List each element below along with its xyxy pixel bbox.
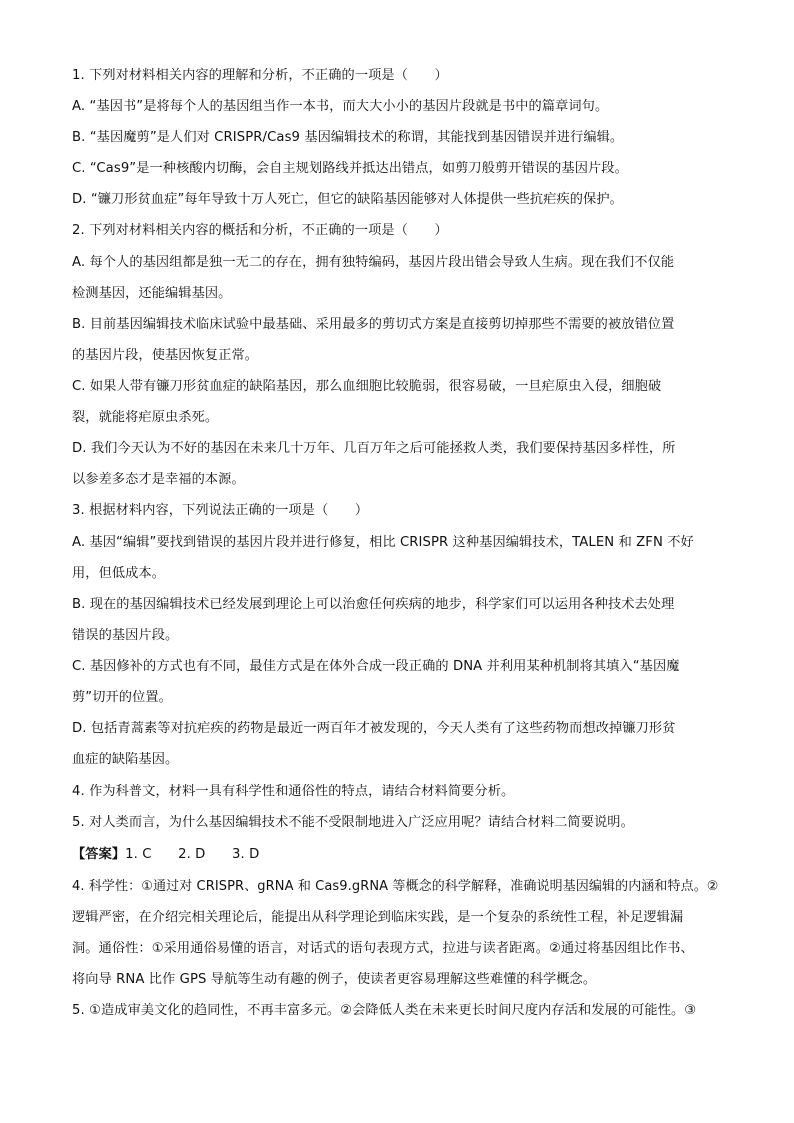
question-1-option-b: B. “基因魔剪”是人们对 CRISPR/Cas9 基因编辑技术的称谓，其能找到基因错误并进行编辑。 <box>72 130 624 145</box>
answer-4-line-1: 4. 科学性：①通过对 CRISPR、gRNA 和 Cas9.gRNA 等概念的科学解释，准确说明基因编辑的内涵和特点。② <box>72 879 719 894</box>
question-1-option-d: D. “镰刀形贫血症”每年导致十万人死亡，但它的缺陷基因能够对人体提供一些抗疟疾的保护。 <box>72 192 623 207</box>
question-2-option-d: D. 我们今天认为不好的基因在未来几十万年、几百万年之后可能拯救人类，我们要保持基因多样性，所 <box>72 441 676 456</box>
answer-4-line-4: 将向导 RNA 比作 GPS 导航等生动有趣的例子，使读者更容易理解这些难懂的科学概念。 <box>72 972 597 987</box>
answer-4-line-2: 逻辑严密，在介绍完相关理论后，能提出从科学理论到临床实践，是一个复杂的系统性工程，补足逻辑漏 <box>72 910 684 925</box>
question-4-stem: 4. 作为科普文，材料一具有科学性和通俗性的特点，请结合材料简要分析。 <box>72 784 515 799</box>
question-2-option-a: A. 每个人的基因组都是独一无二的存在，拥有独特编码，基因片段出错会导致人生病。现在我们不仅能 <box>72 255 675 270</box>
question-1-stem: 1. 下列对材料相关内容的理解和分析，不正确的一项是（ ） <box>72 68 448 83</box>
question-3-option-c: C. 基因修补的方式也有不同，最佳方式是在体外合成一段正确的 DNA 并利用某种机制将其填入“基因魔 <box>72 659 680 674</box>
question-1-option-c: C. “Cas9”是一种核酸内切酶，会自主规划路线并抵达出错点，如剪刀般剪开错误的基因片段。 <box>72 161 628 176</box>
question-2-stem: 2. 下列对材料相关内容的概括和分析，不正确的一项是（ ） <box>72 223 448 238</box>
question-3-stem: 3. 根据材料内容，下列说法正确的一项是（ ） <box>72 503 369 518</box>
question-2-option-a-cont: 检测基因，还能编辑基因。 <box>72 286 232 301</box>
answer-tag: 【答案】 <box>72 847 126 862</box>
question-1-option-a: A. “基因书”是将每个人的基因组当作一本书，而大大小小的基因片段就是书中的篇章词句。 <box>72 99 609 114</box>
question-3-option-d: D. 包括青蒿素等对抗疟疾的药物是最近一两百年才被发现的，今天人类有了这些药物而想改掉镰刀形贫 <box>72 721 676 736</box>
answer-5-line-1: 5. ①造成审美文化的趋同性，不再丰富多元。②会降低人类在未来更长时间尺度内存活和发展的可能性。③ <box>72 1003 697 1018</box>
question-2-option-c: C. 如果人带有镰刀形贫血症的缺陷基因，那么血细胞比较脆弱，很容易破，一旦疟原虫入侵，细胞破 <box>72 379 662 394</box>
answer-choices: 1. C 2. D 3. D <box>125 847 260 862</box>
question-3-option-a: A. 基因“编辑”要找到错误的基因片段并进行修复，相比 CRISPR 这种基因编辑技术，TALEN 和 ZFN 不好 <box>72 535 694 550</box>
question-3-option-a-cont: 用，但低成本。 <box>72 566 166 581</box>
question-2-option-d-cont: 以参差多态才是幸福的本源。 <box>72 472 245 487</box>
question-3-option-c-cont: 剪”切开的位置。 <box>72 690 172 705</box>
question-2-option-c-cont: 裂，就能将疟原虫杀死。 <box>72 410 219 425</box>
question-2-option-b-cont: 的基因片段，使基因恢复正常。 <box>72 348 259 363</box>
answer-choices-line <box>72 845 259 865</box>
question-3-option-b: B. 现在的基因编辑技术已经发展到理论上可以治愈任何疾病的地步，科学家们可以运用各种技术去处理 <box>72 597 675 612</box>
question-2-option-b: B. 目前基因编辑技术临床试验中最基础、采用最多的剪切式方案是直接剪切掉那些不需要的被放错位置 <box>72 317 675 332</box>
answer-4-line-3: 洞。通俗性：①采用通俗易懂的语言，对话式的语句表现方式，拉进与读者距离。②通过将基因组比作书、 <box>72 941 694 956</box>
question-3-option-b-cont: 错误的基因片段。 <box>72 628 179 643</box>
question-3-option-d-cont: 血症的缺陷基因。 <box>72 752 179 767</box>
question-5-stem: 5. 对人类而言，为什么基因编辑技术不能不受限制地进入广泛应用呢？请结合材料二简要说明。 <box>72 815 634 830</box>
